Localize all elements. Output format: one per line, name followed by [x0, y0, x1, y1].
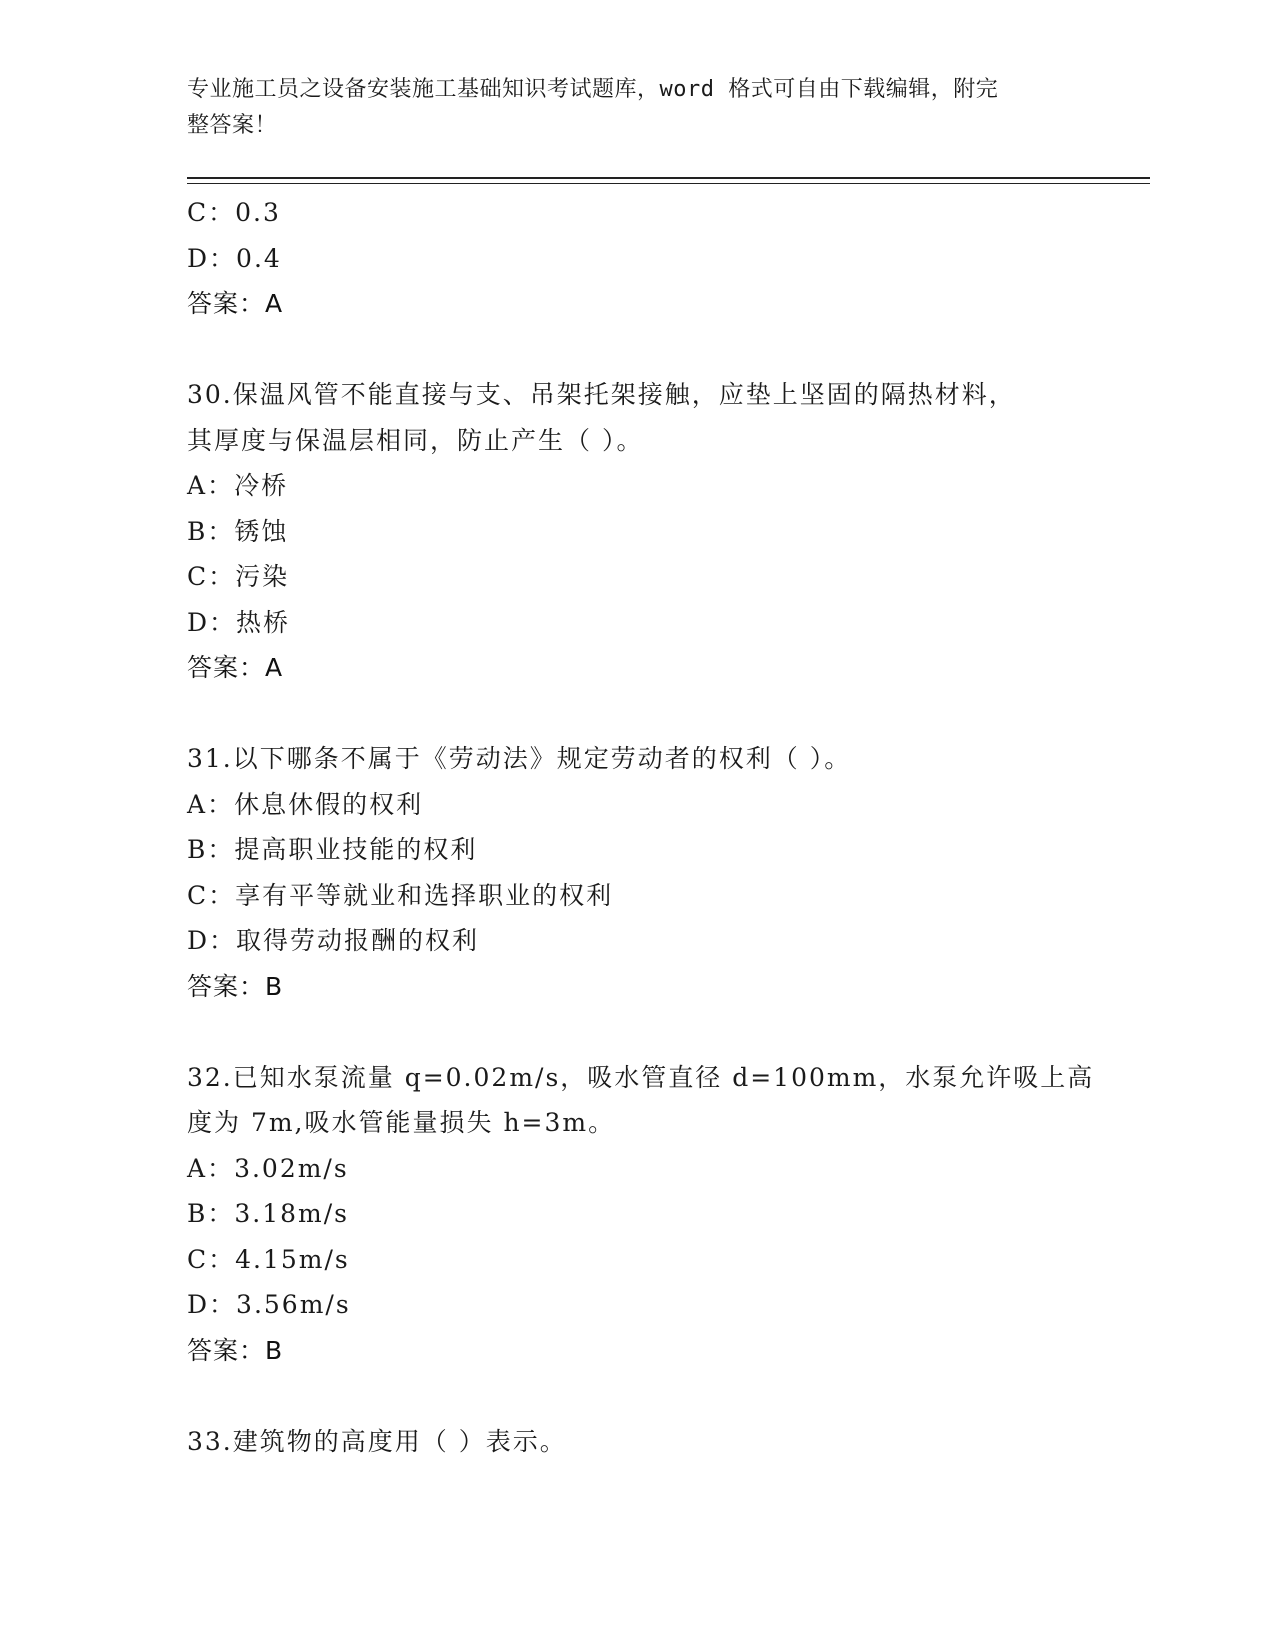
option-line	[187, 873, 1087, 919]
option-text: 0.3	[235, 198, 281, 227]
header-line: 整答案！	[187, 113, 278, 138]
option-letter: A：	[187, 471, 235, 500]
option-line	[187, 554, 1087, 600]
option-line	[187, 1282, 1087, 1328]
option-letter: C：	[187, 1244, 236, 1274]
option-line	[187, 1237, 1087, 1283]
option-text: 休息休假的权利	[234, 789, 424, 819]
header-line: 专业施工员之设备安装施工基础知识考试题库，word 格式可自由下载编辑，附完	[187, 77, 999, 102]
option-letter: B：	[187, 1199, 235, 1228]
option-line	[187, 463, 1087, 509]
option-letter: A：	[187, 789, 235, 819]
option-text: 3.18m/s	[234, 1199, 349, 1228]
answer-line: 答案：A	[187, 289, 284, 318]
question-list	[187, 190, 1095, 1464]
option-letter: D：	[187, 1290, 237, 1319]
question-block	[187, 1055, 1095, 1374]
header-divider-thick	[187, 177, 1150, 179]
option-letter: D：	[187, 243, 237, 273]
question-stem: 31.以下哪条不属于《劳动法》规定劳动者的权利（ ）。	[187, 744, 852, 773]
option-line	[187, 827, 1087, 873]
question-block	[187, 372, 1087, 691]
question-stem: 其厚度与保温层相同，防止产生（ ）。	[187, 425, 644, 455]
answer-line: 答案：B	[187, 971, 284, 1001]
option-text: 污染	[235, 562, 290, 591]
option-letter: C：	[187, 562, 236, 591]
option-text: 提高职业技能的权利	[234, 835, 478, 864]
option-line	[187, 782, 1087, 828]
option-text: 锈蚀	[234, 516, 289, 546]
question-stem: 30.保温风管不能直接与支、吊架托架接触，应垫上坚固的隔热材料，	[187, 380, 1016, 409]
option-line	[187, 600, 1087, 646]
option-letter: D：	[187, 926, 237, 955]
option-letter: C：	[187, 880, 236, 910]
option-line	[187, 236, 1087, 282]
option-letter: B：	[187, 835, 235, 864]
carryover-question	[187, 190, 1087, 327]
option-letter: D：	[187, 607, 237, 637]
option-letter: B：	[187, 516, 235, 546]
option-text: 热桥	[236, 607, 291, 637]
option-text: 3.02m/s	[234, 1153, 349, 1183]
option-line	[187, 509, 1087, 555]
option-letter: C：	[187, 198, 236, 227]
question-block	[187, 1419, 1087, 1465]
option-line	[187, 190, 1087, 236]
option-text: 0.4	[236, 243, 282, 273]
question-stem: 33.建筑物的高度用（ ）表示。	[187, 1426, 567, 1456]
option-text: 4.15m/s	[235, 1244, 350, 1274]
question-stem: 32.已知水泵流量 q=0.02m/s，吸水管直径 d=100mm，水泵允许吸上高	[187, 1062, 1095, 1092]
question-stem: 度为 7m,吸水管能量损失 h=3m。	[187, 1108, 616, 1137]
option-text: 享有平等就业和选择职业的权利	[235, 880, 614, 910]
question-block	[187, 736, 1087, 1009]
option-letter: A：	[187, 1153, 235, 1183]
header-divider-thin	[187, 183, 1150, 184]
option-line	[187, 1191, 1087, 1237]
option-line	[187, 1146, 1087, 1192]
option-text: 取得劳动报酬的权利	[236, 926, 480, 955]
document-header	[187, 72, 1067, 144]
answer-line: 答案：A	[187, 653, 284, 682]
option-text: 3.56m/s	[236, 1290, 351, 1319]
answer-line: 答案：B	[187, 1335, 284, 1365]
option-line	[187, 918, 1087, 964]
option-text: 冷桥	[234, 471, 289, 500]
